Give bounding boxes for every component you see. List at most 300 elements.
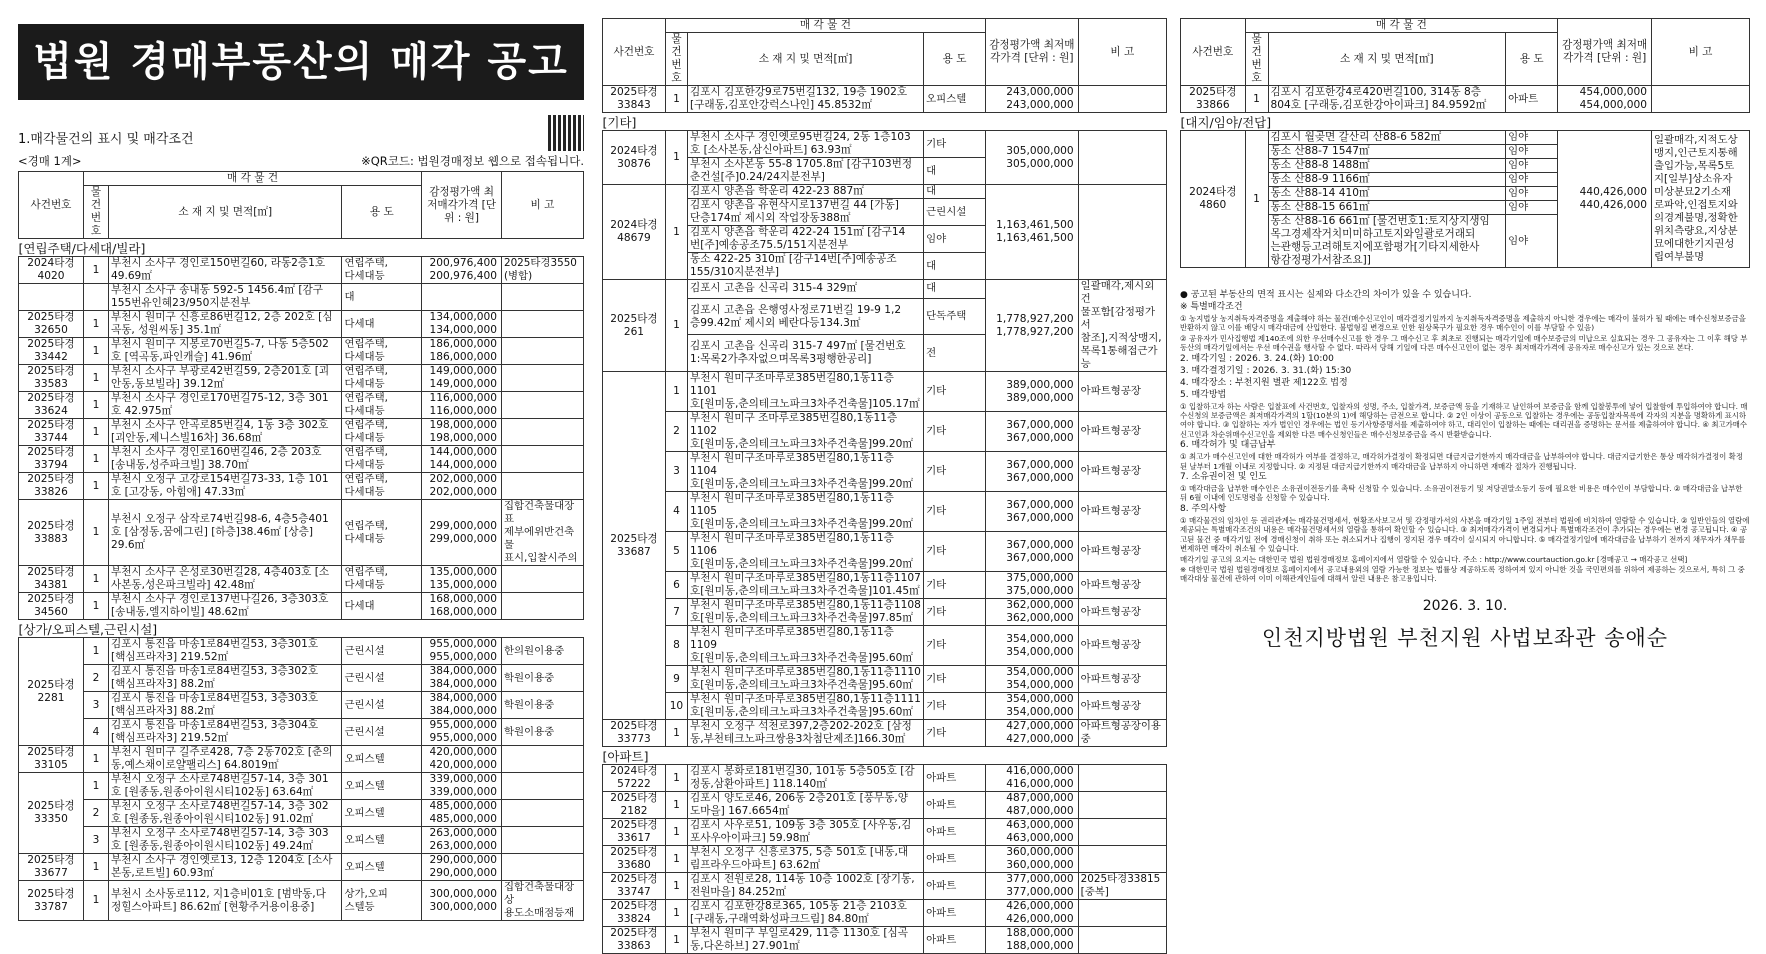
item-location: 동소 산88-16 661㎡ [물건번호1:토지상지생임 목그경제작거치미미하고토지와일괄로거래되 는관행등고려해토지에포함평가[기타지세한사 항감정평가서참조요]] <box>1268 215 1506 268</box>
price-value: 426,000,000 426,000,000 <box>985 900 1078 927</box>
item-number: 1 <box>665 765 687 792</box>
item-location: 부천시 원미구조마루로385번길80,1동11층1107 호[원미동,춘의테크노파크3차주건축물]101.45㎡ <box>687 572 923 599</box>
item-use: 다세대 <box>342 311 422 338</box>
item-use: 전 <box>924 335 986 372</box>
table-row <box>603 572 1167 599</box>
item-use: 기타 <box>924 572 986 599</box>
item-use: 아파트 <box>924 873 986 900</box>
price-value: 440,426,000 440,426,000 <box>1558 131 1652 268</box>
table-row <box>1181 86 1750 113</box>
price-value: 354,000,000 354,000,000 <box>985 626 1078 666</box>
case-number: 2025타경 33863 <box>603 927 666 954</box>
notice-heading: 4. 매각장소 : 부천지원 별관 제122호 법정 <box>1180 377 1348 388</box>
item-note <box>501 365 583 392</box>
price-value: 420,000,000 420,000,000 <box>422 746 502 773</box>
notice-para: ① 최고가 매수신고인에 대한 매각허가 여부를 결정하고, 매각허가결정이 확정되면 대금지급기한까지 매각대금을 납부하여야 합니다. 대금지급기한은 통상 매각허가결정이 확정된 날부터 1개월 이내로 지정합니다. ② 지정된 대금지급기한까지 매각대금을 납부하지 아니하면 재매각 절차가 진행됩니다. <box>1180 452 1743 471</box>
case-group-label: <경매 1계> <box>18 154 82 168</box>
price-value: 186,000,000 186,000,000 <box>422 338 502 365</box>
auction-table-c <box>1180 18 1750 268</box>
item-number: 1 <box>1245 86 1268 113</box>
item-use: 오피스텔 <box>924 86 986 113</box>
item-note: 아파트형공장 <box>1078 572 1166 599</box>
item-note: 아파트형공장 <box>1078 372 1166 412</box>
price-value <box>422 284 502 311</box>
price-value: 485,000,000 485,000,000 <box>422 800 502 827</box>
item-location: 부천시 오정구 소사로748번길57-14, 3층 301 호 [원종동,원종아이원시티102동] 63.64㎡ <box>108 773 342 800</box>
item-number: 5 <box>665 532 687 572</box>
item-use: 근린시설 <box>924 199 986 226</box>
item-note: 아파트형공장 <box>1078 492 1166 532</box>
item-number: 1 <box>665 927 687 954</box>
item-note <box>501 746 583 773</box>
item-note: 2025타경3550 (병합) <box>501 257 583 284</box>
price-value: 354,000,000 354,000,000 <box>985 666 1078 693</box>
th-case: 사건번호 <box>1181 19 1246 86</box>
item-location: 부천시 원미구 지봉로70번길5-7, 나동 5층502 호 [역곡동,파인캐슬] 41.96㎡ <box>108 338 342 365</box>
notice-text <box>1180 290 1750 584</box>
column-c <box>1180 18 1750 652</box>
item-use: 대 <box>924 280 986 299</box>
column-b <box>602 18 1167 954</box>
item-number: 1 <box>665 280 687 372</box>
item-number: 1 <box>665 900 687 927</box>
item-note <box>1652 86 1750 113</box>
item-use: 기타 <box>924 532 986 572</box>
item-number: 1 <box>665 846 687 873</box>
item-note: 아파트형공장 <box>1078 693 1166 720</box>
price-value: 290,000,000 290,000,000 <box>422 854 502 881</box>
item-number: 2 <box>83 665 108 692</box>
item-location: 부천시 원미구 길주로428, 7층 2동702호 [춘의 동,예스채이로얄팰리스] 64.8019㎡ <box>108 746 342 773</box>
item-use: 근린시설 <box>342 638 422 665</box>
item-note <box>1078 846 1166 873</box>
table-row <box>19 311 584 338</box>
item-use: 아파트 <box>924 846 986 873</box>
item-number: 10 <box>665 693 687 720</box>
item-location: 부천시 원미구조마루로385번길80,1동11층1108 호[원미동,춘의테크노파크3차주건축물]97.85㎡ <box>687 599 923 626</box>
table-row <box>603 452 1167 492</box>
price-value: 367,000,000 367,000,000 <box>985 492 1078 532</box>
page-title: 법원 경매부동산의 매각 공고 <box>18 24 584 100</box>
table-row <box>19 365 584 392</box>
price-value: 367,000,000 367,000,000 <box>985 412 1078 452</box>
notice-heading: 2. 매각기일 : 2026. 3. 24.(화) 10:00 <box>1180 353 1334 364</box>
item-note <box>501 338 583 365</box>
table-row <box>1181 131 1750 145</box>
item-note: 집합건축물대장표 제부에위반건축물 표시,입찰시주의 <box>501 500 583 566</box>
item-use: 다세대 <box>342 593 422 620</box>
price-value: 955,000,000 955,000,000 <box>422 638 502 665</box>
item-location: 김포시 김포한강8로365, 105동 21층 2103호 [구래동,구래역화성파크드림] 84.80㎡ <box>687 900 923 927</box>
price-value: 200,976,400 200,976,400 <box>422 257 502 284</box>
item-location: 김포시 양도로46, 206동 2층201호 [풍무동,양 도마을] 167.6654㎡ <box>687 792 923 819</box>
table-row <box>19 446 584 473</box>
qr-code-icon[interactable] <box>548 115 584 151</box>
item-location: 부천시 소사구 송내동 592-5 1456.4㎡ [감구 155번유인혜23/950지분전부 <box>108 284 342 311</box>
notice-heading: ※ 특별매각조건 <box>1180 302 1243 312</box>
table-row <box>603 792 1167 819</box>
item-location: 동소 산88-8 1488㎡ <box>1268 159 1506 173</box>
item-note <box>1078 131 1166 185</box>
item-location: 동소 산88-7 1547㎡ <box>1268 145 1506 159</box>
table-row <box>603 873 1167 900</box>
case-number: 2025타경 33773 <box>603 720 666 747</box>
case-number: 2025타경 33744 <box>19 419 84 446</box>
th-case: 사건번호 <box>603 19 666 86</box>
price-value: 305,000,000 305,000,000 <box>985 131 1078 185</box>
price-value: 116,000,000 116,000,000 <box>422 392 502 419</box>
item-location: 부천시 오정구 소사로748번길57-14, 3층 302 호 [원종동,원종아이원시티102동] 91.02㎡ <box>108 800 342 827</box>
item-number: 3 <box>83 827 108 854</box>
item-number: 1 <box>665 185 687 280</box>
section-label: [기타] <box>603 113 1167 131</box>
table-row <box>19 638 584 665</box>
notice-para: 매각기일 공고의 요지는 대한민국 법원 법원경매정보 홈페이지에서 열람할 수 있습니다. 주소 : http://www.courtauction.go.kr [경매공고 → 매각공고 선택] <box>1180 554 1688 564</box>
item-use: 임야 <box>1506 173 1558 187</box>
table-row <box>19 593 584 620</box>
table-row <box>19 392 584 419</box>
case-number: 2025타경 2182 <box>603 792 666 819</box>
price-value: 300,000,000 300,000,000 <box>422 881 502 921</box>
th-note: 비 고 <box>1652 19 1750 86</box>
item-note: 아파트형공장 <box>1078 532 1166 572</box>
table-row <box>603 666 1167 693</box>
price-value: 487,000,000 487,000,000 <box>985 792 1078 819</box>
item-number: 1 <box>83 365 108 392</box>
item-note: 아파트형공장 <box>1078 666 1166 693</box>
case-number: 2025타경 33105 <box>19 746 84 773</box>
th-item-no: 물건번호 <box>665 33 687 86</box>
auction-table-b <box>602 18 1167 954</box>
item-use: 기타 <box>924 372 986 412</box>
table-row <box>603 819 1167 846</box>
item-location: 김포시 통진읍 마송1로84번길53, 3층304호 [핵심프라자3] 219.52㎡ <box>108 719 342 746</box>
item-note: 2025타경33815 [중복] <box>1078 873 1166 900</box>
case-number: 2025타경 33747 <box>603 873 666 900</box>
item-number: 1 <box>83 881 108 921</box>
th-item-group: 매 각 물 건 <box>83 172 421 186</box>
item-location: 동소 산88-15 661㎡ <box>1268 201 1506 215</box>
item-use: 기타 <box>924 693 986 720</box>
item-use: 오피스텔 <box>342 746 422 773</box>
item-location: 부천시 원미구조마루로385번길80,1동11층 1105 호[원미동,춘의테크노파크3차주건축물]99.20㎡ <box>687 492 923 532</box>
item-use: 임야 <box>1506 201 1558 215</box>
th-price: 감정평가액 최저매각가격 [단위 : 원] <box>985 19 1078 86</box>
case-number: 2025타경 32650 <box>19 311 84 338</box>
item-number: 1 <box>83 446 108 473</box>
item-note <box>1078 765 1166 792</box>
table-row <box>19 239 584 257</box>
item-number: 4 <box>665 492 687 532</box>
table-row <box>19 719 584 746</box>
case-number: 2025타경 33680 <box>603 846 666 873</box>
case-number: 2025타경 33617 <box>603 819 666 846</box>
price-value: 416,000,000 416,000,000 <box>985 765 1078 792</box>
price-value: 1,778,927,200 1,778,927,200 <box>985 280 1078 372</box>
item-number: 3 <box>665 452 687 492</box>
item-number: 1 <box>665 372 687 412</box>
item-note <box>501 593 583 620</box>
table-row <box>19 800 584 827</box>
table-row <box>19 338 584 365</box>
table-row <box>19 566 584 593</box>
th-note: 비 고 <box>501 172 583 239</box>
item-number: 1 <box>83 593 108 620</box>
item-use: 연립주택, 다세대등 <box>342 338 422 365</box>
item-note <box>501 473 583 500</box>
table-row <box>19 692 584 719</box>
th-use: 용 도 <box>342 186 422 239</box>
notice-heading: 8. 주의사항 <box>1180 503 1227 514</box>
price-value: 384,000,000 384,000,000 <box>422 692 502 719</box>
price-value: 367,000,000 367,000,000 <box>985 532 1078 572</box>
table-row <box>19 881 584 921</box>
notice-date: 2026. 3. 10. <box>1422 597 1508 614</box>
item-note: 아파트형공장 <box>1078 452 1166 492</box>
item-use: 임야 <box>1506 145 1558 159</box>
item-number: 1 <box>665 720 687 747</box>
item-location: 부천시 원미구 조마루로385번길80,1동11층1102 호[원미동,춘의테크노파크3차주건축물]99.20㎡ <box>687 412 923 452</box>
section-label: [대지/임야/전답] <box>1181 113 1750 131</box>
price-value: 1,163,461,500 1,163,461,500 <box>985 185 1078 280</box>
price-value: 198,000,000 198,000,000 <box>422 419 502 446</box>
section-label: [상가/오피스텔,근린시설] <box>19 620 584 638</box>
item-use: 연립주택, 다세대등 <box>342 365 422 392</box>
item-note: 일괄매각,제시외건 물포함[감정평가서 참조],지적상맹지, 목록1통해접근가능 <box>1078 280 1166 372</box>
th-note: 비 고 <box>1078 19 1166 86</box>
item-number: 1 <box>83 338 108 365</box>
table-row <box>19 473 584 500</box>
case-number: 2025타경 33794 <box>19 446 84 473</box>
section-heading: 1.매각물건의 표시 및 매각조건 <box>18 132 194 147</box>
price-value: 339,000,000 339,000,000 <box>422 773 502 800</box>
item-use: 기타 <box>924 131 986 158</box>
th-item-no: 물건번호 <box>83 186 108 239</box>
case-number: 2025타경 33866 <box>1181 86 1246 113</box>
item-use: 연립주택, 다세대등 <box>342 500 422 566</box>
table-row <box>19 419 584 446</box>
item-number: 1 <box>665 792 687 819</box>
price-value: 354,000,000 354,000,000 <box>985 693 1078 720</box>
item-note <box>501 827 583 854</box>
price-value: 389,000,000 389,000,000 <box>985 372 1078 412</box>
item-use: 아파트 <box>924 765 986 792</box>
price-value: 168,000,000 168,000,000 <box>422 593 502 620</box>
price-value: 144,000,000 144,000,000 <box>422 446 502 473</box>
notice-para: ① 매각대금을 납부한 매수인은 소유권이전등기를 촉탁 신청할 수 있습니다. 소유권이전등기 및 저당권말소등기 등에 필요한 비용은 매수인이 부담합니다. ② 매각대금을 납부한 뒤 6월 이내에 인도명령을 신청할 수 있습니다. <box>1180 484 1743 503</box>
notice-heading: 3. 매각결정기일 : 2026. 3. 31.(화) 15:30 <box>1180 365 1352 376</box>
item-use: 대 <box>924 185 986 199</box>
price-value: 377,000,000 377,000,000 <box>985 873 1078 900</box>
court-signature: 인천지방법원 부천지원 사법보좌관 송애순 <box>1261 625 1669 650</box>
item-note <box>501 773 583 800</box>
th-location: 소 재 지 및 면적[㎡] <box>108 186 342 239</box>
table-row <box>603 927 1167 954</box>
case-number: 2025타경 33824 <box>603 900 666 927</box>
item-use: 연립주택, 다세대등 <box>342 446 422 473</box>
th-item-no: 물건번호 <box>1245 33 1268 86</box>
item-note: 학원이용중 <box>501 692 583 719</box>
notice-bullet: ● 공고된 부동산의 면적 표시는 실제와 다소간의 차이가 있을 수 있습니다. <box>1180 290 1472 300</box>
price-value: 362,000,000 362,000,000 <box>985 599 1078 626</box>
item-use: 근린시설 <box>342 665 422 692</box>
table-row <box>19 746 584 773</box>
item-number: 1 <box>1245 131 1268 268</box>
th-price: 감정평가액 최저매각가격 [단위 : 원] <box>1558 19 1652 86</box>
item-location: 김포시 양촌읍 학운리 422-24 151㎡ [감구14 번[주]예송공조75.5/151지분전부 <box>687 226 923 253</box>
item-use: 임야 <box>1506 187 1558 201</box>
item-number: 1 <box>83 773 108 800</box>
price-value: 299,000,000 299,000,000 <box>422 500 502 566</box>
item-use: 기타 <box>924 452 986 492</box>
item-use: 오피스텔 <box>342 773 422 800</box>
price-value: 149,000,000 149,000,000 <box>422 365 502 392</box>
th-item-group: 매 각 물 건 <box>1245 19 1558 33</box>
item-location: 부천시 오정구 소사로748번길57-14, 3층 303 호 [원종동,원종아이원시티102동] 49.24㎡ <box>108 827 342 854</box>
notice-para: ① 농지법상 농지취득자격증명을 제출해야 하는 물건(매수신고인이 매각결정기일까지 농지취득자격증명을 제출하지 아니한 경우에는 매각이 불허가 될 때에는 매수신청보증금을 반환하지 않고 이를 배당시 매각대금에 산입한다. 불법형질 변경으로 인한 원상복구가 필요한 경우 매수인이 이를 부담할 수 있음) <box>1180 314 1746 333</box>
item-number: 7 <box>665 599 687 626</box>
item-note <box>1078 185 1166 280</box>
item-use: 오피스텔 <box>342 800 422 827</box>
item-use: 대 <box>924 253 986 280</box>
item-location: 김포시 사우로51, 109동 3층 305호 [사우동,김 포사우아이파크] 59.98㎡ <box>687 819 923 846</box>
table-row <box>19 773 584 800</box>
table-row <box>603 372 1167 412</box>
item-use: 상가,오피 스텔등 <box>342 881 422 921</box>
item-location: 부천시 원미구조마루로385번길80,1동11층 1104 호[원미동,춘의테크노파크3차주건축물]99.20㎡ <box>687 452 923 492</box>
case-number: 2025타경 33843 <box>603 86 666 113</box>
price-value: 135,000,000 135,000,000 <box>422 566 502 593</box>
price-value: 243,000,000 243,000,000 <box>985 86 1078 113</box>
item-note <box>501 284 583 311</box>
item-location: 부천시 원미구조마루로385번길80,1동11층 1101 호[원미동,춘의테크노파크3차주건축물]105.17㎡ <box>687 372 923 412</box>
price-value: 360,000,000 360,000,000 <box>985 846 1078 873</box>
item-number: 1 <box>665 819 687 846</box>
item-location: 부천시 소사구 경인로150번길60, 라동2층1호 49.69㎡ <box>108 257 342 284</box>
case-number: 2025타경 34381 <box>19 566 84 593</box>
item-note: 아파트형공장 <box>1078 626 1166 666</box>
item-note <box>1078 900 1166 927</box>
case-number: 2024타경 30876 <box>603 131 666 185</box>
item-note: 학원이용중 <box>501 665 583 692</box>
column-a <box>18 18 584 921</box>
item-location: 동소 422-25 310㎡ [감구14번[주]예송공조 155/310지분전부] <box>687 253 923 280</box>
item-location: 부천시 소사구 안곡로85번길4, 1동 3층 302호 [괴안동,제니스빌16차] 36.68㎡ <box>108 419 342 446</box>
item-location: 부천시 소사본동 55-8 1705.8㎡ [감구103번정 춘건설[주]0.24/24지분전부] <box>687 158 923 185</box>
item-number: 1 <box>665 86 687 113</box>
item-location: 김포시 양촌읍 학운리 422-23 887㎡ <box>687 185 923 199</box>
item-number: 1 <box>83 638 108 665</box>
case-number: 2025타경 261 <box>603 280 666 372</box>
item-number: 1 <box>83 500 108 566</box>
item-note <box>501 419 583 446</box>
item-note <box>1078 819 1166 846</box>
item-location: 김포시 통진읍 마송1로84번길53, 3층303호 [핵심프라자3] 88.2㎡ <box>108 692 342 719</box>
table-row <box>603 131 1167 158</box>
item-note <box>501 446 583 473</box>
item-use: 임야 <box>1506 215 1558 268</box>
item-location: 부천시 원미구조마루로385번길80,1동11층 1109 호[원미동,춘의테크노파크3차주건축물]95.60㎡ <box>687 626 923 666</box>
item-number: 1 <box>83 854 108 881</box>
th-use: 용 도 <box>1506 33 1558 86</box>
item-note <box>501 566 583 593</box>
item-use: 연립주택, 다세대등 <box>342 257 422 284</box>
table-row <box>603 280 1167 299</box>
item-note: 일괄매각,지적도상 맹지,인근토지통해 출입가능,목록5토 지[일부]상소유자 미상분묘2기소재 로파악,인접토지와 의경계불명,정확한 위치측량요,지상분 묘에대한기지권성 립여부불명 <box>1652 131 1750 268</box>
item-use: 기타 <box>924 412 986 452</box>
notice-heading: 5. 매각방법 <box>1180 389 1227 400</box>
item-use: 연립주택, 다세대등 <box>342 566 422 593</box>
th-use: 용 도 <box>924 33 986 86</box>
item-use: 연립주택, 다세대등 <box>342 392 422 419</box>
price-value: 263,000,000 263,000,000 <box>422 827 502 854</box>
item-location: 부천시 소사구 부광로42번길59, 2층201호 [괴 안동,동보빌라] 39.12㎡ <box>108 365 342 392</box>
item-location: 김포시 통진읍 마송1로84번길53, 3층301호 [핵심프라자3] 219.52㎡ <box>108 638 342 665</box>
table-row <box>603 113 1167 131</box>
table-row <box>603 185 1167 199</box>
item-note <box>1078 792 1166 819</box>
item-number: 8 <box>665 626 687 666</box>
item-use: 임야 <box>924 226 986 253</box>
item-location: 김포시 고촌읍 신곡리 315-7 497㎡ [물건번호 1:목록2가추자없으며목록3평행한공리] <box>687 335 923 372</box>
table-row <box>19 257 584 284</box>
item-location: 부천시 소사구 은성로30번길28, 4층403호 [소 사본동,성은파크빌라] 42.48㎡ <box>108 566 342 593</box>
item-use: 기타 <box>924 626 986 666</box>
price-value: 384,000,000 384,000,000 <box>422 665 502 692</box>
case-number: 2024타경 4860 <box>1181 131 1246 268</box>
item-note: 한의원이용중 <box>501 638 583 665</box>
item-note <box>1078 927 1166 954</box>
price-value: 375,000,000 375,000,000 <box>985 572 1078 599</box>
item-use: 기타 <box>924 666 986 693</box>
price-value: 955,000,000 955,000,000 <box>422 719 502 746</box>
table-row <box>603 86 1167 113</box>
case-number: 2025타경 2281 <box>19 638 84 746</box>
item-location: 부천시 소사구 경인로170번길75-12, 3층 301 호 42.975㎡ <box>108 392 342 419</box>
table-row <box>19 854 584 881</box>
table-row <box>603 765 1167 792</box>
item-location: 동소 산88-9 1166㎡ <box>1268 173 1506 187</box>
table-row <box>19 665 584 692</box>
item-location: 부천시 원미구조마루로385번길80,1동11층1111 호[원미동,춘의테크노파크3차주건축물]95.60㎡ <box>687 693 923 720</box>
item-note: 아파트형공장이용 중 <box>1078 720 1166 747</box>
item-location: 부천시 원미구 신흥로86번길12, 2층 202호 [심 곡동, 성원씨동] 35.1㎡ <box>108 311 342 338</box>
item-use: 아파트 <box>924 792 986 819</box>
item-location: 부천시 소사구 경인로160번길46, 2층 203호 [송내동,성주파크빌] 38.70㎡ <box>108 446 342 473</box>
item-note: 학원이용중 <box>501 719 583 746</box>
item-location: 김포시 고촌읍 신곡리 315-4 329㎡ <box>687 280 923 299</box>
price-value: 367,000,000 367,000,000 <box>985 452 1078 492</box>
item-location: 부천시 오정구 삼작로74번길98-6, 4층5층401 호 [삼정동,꿈에그린] [하층]38.46㎡ [상층] 29.6㎡ <box>108 500 342 566</box>
item-use: 아파트 <box>924 819 986 846</box>
item-use: 임야 <box>1506 131 1558 145</box>
item-location: 부천시 원미구조마루로385번길80,1동11층1110 호[원미동,춘의테크노파크3차주건축물]95.60㎡ <box>687 666 923 693</box>
table-row <box>603 626 1167 666</box>
section-label: [연립주택/다세대/빌라] <box>19 239 584 257</box>
table-row <box>603 693 1167 720</box>
item-number: 2 <box>665 412 687 452</box>
item-location: 부천시 오정구 석천로397,2층202-202호 [삼정 동,부천테크노파크쌍용3차첨단제조]166.30㎡ <box>687 720 923 747</box>
th-location: 소 재 지 및 면적[㎡] <box>1268 33 1506 86</box>
table-row <box>1181 113 1750 131</box>
price-value: 427,000,000 427,000,000 <box>985 720 1078 747</box>
item-location: 부천시 소사구 경인옛로95번길24, 2동 1층103 호 [소사본동,삼신아파트] 63.93㎡ <box>687 131 923 158</box>
table-row <box>19 827 584 854</box>
item-location: 부천시 오정구 신흥로375, 5층 501호 [내동,대 림프라우드아파트] 63.62㎡ <box>687 846 923 873</box>
item-note <box>501 800 583 827</box>
item-location: 부천시 오정구 고강로154번길73-33, 1층 101 호 [고강동, 아힘애] 47.33㎡ <box>108 473 342 500</box>
item-note: 아파트형공장 <box>1078 599 1166 626</box>
